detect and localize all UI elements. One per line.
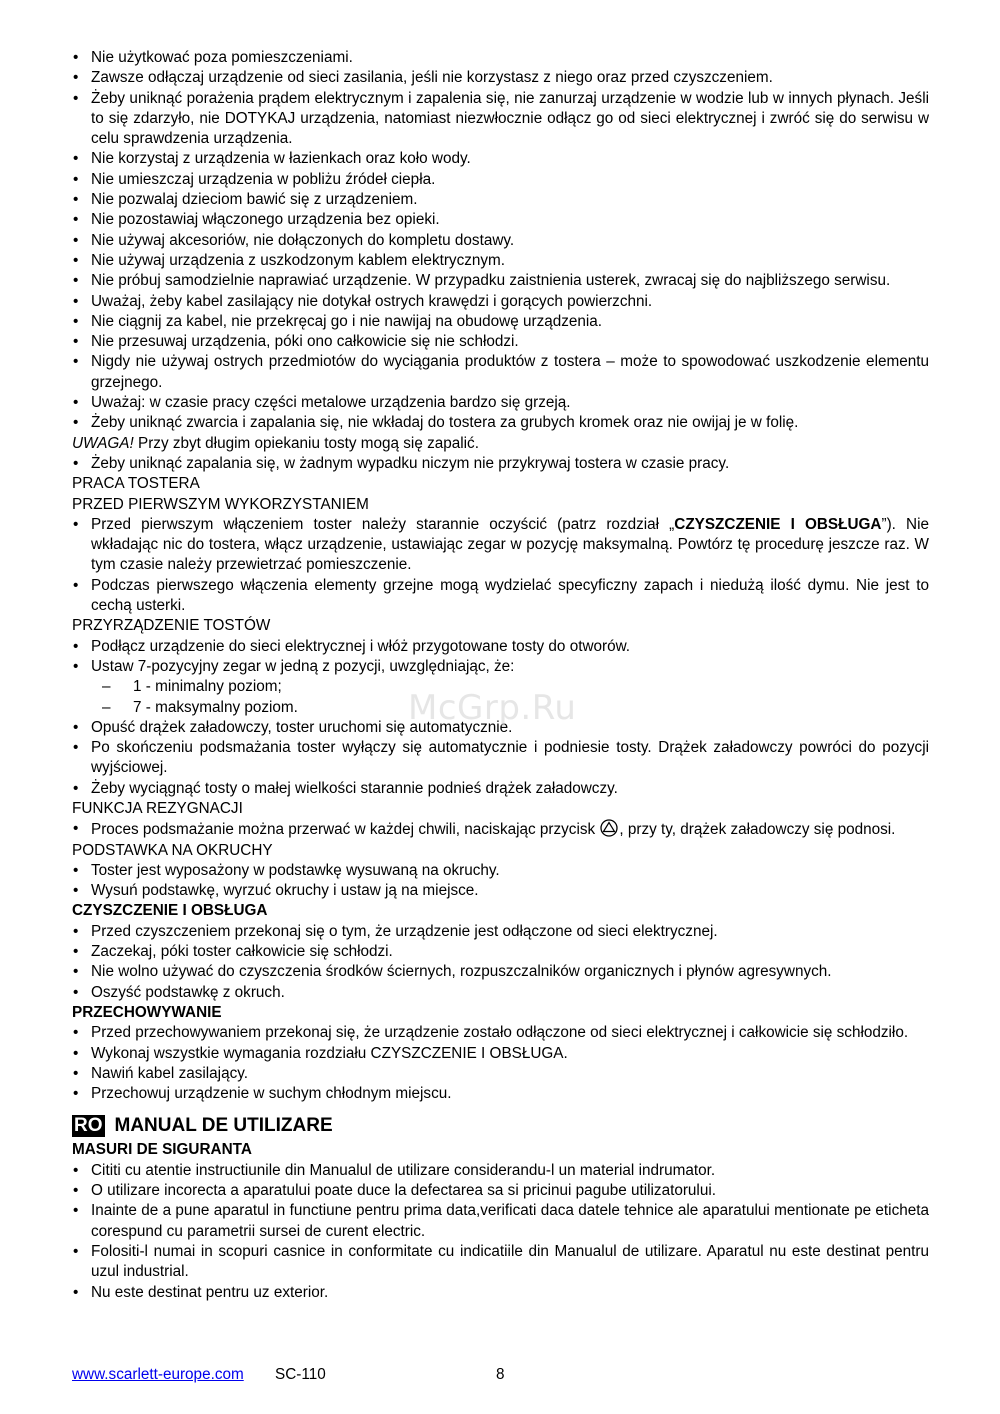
page-footer <box>72 1366 932 1384</box>
ro-title-text: MANUAL DE UTILIZARE <box>114 1115 333 1137</box>
dash-item: – 1 - minimalny poziom; <box>72 677 929 697</box>
section-heading-praca: PRACA TOSTERA <box>72 475 200 493</box>
warning-text: Przy zbyt długim opiekaniu tosty mogą się zapalić. <box>133 434 479 452</box>
list-item: • Nie pozostawiaj włączonego urządzenia bez opieki. <box>72 210 929 230</box>
section-heading-crumb: PODSTAWKA NA OKRUCHY <box>72 841 273 859</box>
dash-item: – 7 - maksymalny poziom. <box>72 698 929 718</box>
section-heading-ro-safety: MASURI DE SIGURANTA <box>72 1141 252 1159</box>
section-heading-storage: PRZECHOWYWANIE <box>72 1003 222 1021</box>
ro-section-title <box>72 1112 929 1140</box>
list-item: • Inainte de a pune aparatul in functiune pentru prima data,verificati daca datele tehnice ale aparatului mentionate pe eticheta corespund cu parametrii sursei de curent electric. <box>72 1201 929 1242</box>
list-item: • Nu este destinat pentru uz exterior. <box>72 1283 929 1303</box>
list-item: • Nawiń kabel zasilający. <box>72 1064 929 1084</box>
list-item: • Ustaw 7-pozycyjny zegar w jedną z pozycji, uwzględniając, że: <box>72 657 929 677</box>
list-item: • Toster jest wyposażony w podstawkę wysuwaną na okruchy. <box>72 861 929 881</box>
text-run: ”). Nie wkładając nic do tostera, włącz urządzenie, ustawiając zegar w pozycję maksymalną. Powtórz tę procedurę jeszcze raz. W tym czasie należy przewietrzać pomieszczenie. <box>91 515 929 574</box>
watermark: McGrp.Ru <box>408 688 577 728</box>
list-item: • Nigdy nie używaj ostrych przedmiotów do wyciągania produktów z tostera – może to spowodować uszkodzenie elementu grzejnego. <box>72 352 929 393</box>
list-item: • Żeby uniknąć zapalania się, w żadnym wypadku niczym nie przykrywaj tostera w czasie pracy. <box>72 454 929 474</box>
list-item: • Przed przechowywaniem przekonaj się, że urządzenie zostało odłączone od sieci elektrycznej i całkowicie się schłodziło. <box>72 1023 929 1043</box>
section-heading-clean: CZYSZCZENIE I OBSŁUGA <box>72 902 268 920</box>
list-item: • Nie użytkować poza pomieszczeniami. <box>72 48 929 68</box>
list-item: • Nie korzystaj z urządzenia w łazienkach oraz koło wody. <box>72 149 929 169</box>
list-item: • Opuść drążek załadowczy, toster uruchomi się automatycznie. <box>72 718 929 738</box>
cross-reference: CZYSZCZENIE I OBSŁUGA <box>674 515 882 533</box>
section-heading-cancel: FUNKCJA REZYGNACJI <box>72 799 243 817</box>
list-item: • Wysuń podstawkę, wyrzuć okruchy i ustaw ją na miejsce. <box>72 881 929 901</box>
page-number: 8 <box>496 1366 505 1383</box>
list-item <box>72 515 929 576</box>
list-item: • Zawsze odłączaj urządzenie od sieci zasilania, jeśli nie korzystasz z niego oraz przed czyszczeniem. <box>72 68 929 88</box>
website-link[interactable]: www.scarlett-europe.com <box>72 1366 244 1383</box>
cancel-button-icon <box>599 819 619 837</box>
section-heading-toast: PRZYRZĄDZENIE TOSTÓW <box>72 617 271 635</box>
list-item: • Wykonaj wszystkie wymagania rozdziału CZYSZCZENIE I OBSŁUGA. <box>72 1044 929 1064</box>
list-item: • Nie pozwalaj dzieciom bawić się z urządzeniem. <box>72 190 929 210</box>
list-item: • Żeby uniknąć zwarcia i zapalania się, nie wkładaj do tostera za grubych kromek oraz nie owijaj je w folię. <box>72 413 929 433</box>
text-run: Proces podsmażanie można przerwać w każdej chwili, naciskając przycisk <box>91 821 600 839</box>
list-item: • Nie wolno używać do czyszczenia środków ściernych, rozpuszczalników organicznych i płynów agresywnych. <box>72 962 929 982</box>
list-item: • O utilizare incorecta a aparatului poate duce la defectarea sa si pricinui pagube utilizatorului. <box>72 1181 929 1201</box>
list-item: • Nie próbuj samodzielnie naprawiać urządzenie. W przypadku zaistnienia usterek, zwracaj się do najbliższego serwisu. <box>72 271 929 291</box>
language-badge: RO <box>74 1115 103 1137</box>
list-item: • Folositi-l numai in scopuri casnice in conformitate cu indicatiile din Manualul de utilizare. Aparatul nu este destinat pentru uzul industrial. <box>72 1242 929 1283</box>
list-item: • Nie przesuwaj urządzenia, póki ono całkowicie się nie schłodzi. <box>72 332 929 352</box>
list-item: • Nie używaj akcesoriów, nie dołączonych do kompletu dostawy. <box>72 231 929 251</box>
list-item: • Cititi cu atentie instructiunile din Manualul de utilizare considerandu-l un material indrumator. <box>72 1161 929 1181</box>
list-item: • Uważaj: w czasie pracy części metalowe urządzenia bardzo się grzeją. <box>72 393 929 413</box>
list-item: • Zaczekaj, póki toster całkowicie się schłodzi. <box>72 942 929 962</box>
list-item: • Przed czyszczeniem przekonaj się o tym, że urządzenie jest odłączone od sieci elektrycznej. <box>72 922 929 942</box>
warning-label: UWAGA! <box>72 434 134 452</box>
document-page <box>72 48 929 1303</box>
list-item: • Podczas pierwszego włączenia elementy grzejne mogą wydzielać specyficzny zapach i niedużą ilość dymu. Nie jest to cechą usterki. <box>72 576 929 617</box>
list-item: • Żeby wyciągnąć tosty o małej wielkości starannie podnieś drążek załadowczy. <box>72 779 929 799</box>
list-item: • Podłącz urządzenie do sieci elektrycznej i włóż przygotowane tosty do otworów. <box>72 637 929 657</box>
list-item: • Przechowuj urządzenie w suchym chłodnym miejscu. <box>72 1084 929 1104</box>
list-item <box>72 819 929 840</box>
list-item: • Żeby uniknąć porażenia prądem elektrycznym i zapalenia się, nie zanurzaj urządzenie w wodzie lub w innych płynach. Jeśli to się zdarzyło, nie DOTYKAJ urządzenia, natomiast niezwłocznie odłącz go od sieci elektrycznej i zwróć się do serwisu w celu sprawdzenia urządzenia. <box>72 89 929 150</box>
text-run: , przy ty, drążek załadowczy się podnosi. <box>619 821 896 839</box>
section-heading-first-use: PRZED PIERWSZYM WYKORZYSTANIEM <box>72 495 369 513</box>
model-number: SC-110 <box>275 1366 326 1383</box>
list-item: • Nie ciągnij za kabel, nie przekręcaj go i nie nawijaj na obudowę urządzenia. <box>72 312 929 332</box>
list-item: • Po skończeniu podsmażania toster wyłączy się automatycznie i podniesie tosty. Drążek załadowczy powróci do pozycji wyjściowej. <box>72 738 929 779</box>
list-item: • Nie używaj urządzenia z uszkodzonym kablem elektrycznym. <box>72 251 929 271</box>
text-run: Przed pierwszym włączeniem toster należy starannie oczyścić (patrz rozdział „ <box>91 515 675 533</box>
warning-note <box>72 434 929 454</box>
list-item: • Oszyść podstawkę z okruch. <box>72 983 929 1003</box>
list-item: • Uważaj, żeby kabel zasilający nie dotykał ostrych krawędzi i gorących powierzchni. <box>72 292 929 312</box>
list-item: • Nie umieszczaj urządzenia w pobliżu źródeł ciepła. <box>72 170 929 190</box>
